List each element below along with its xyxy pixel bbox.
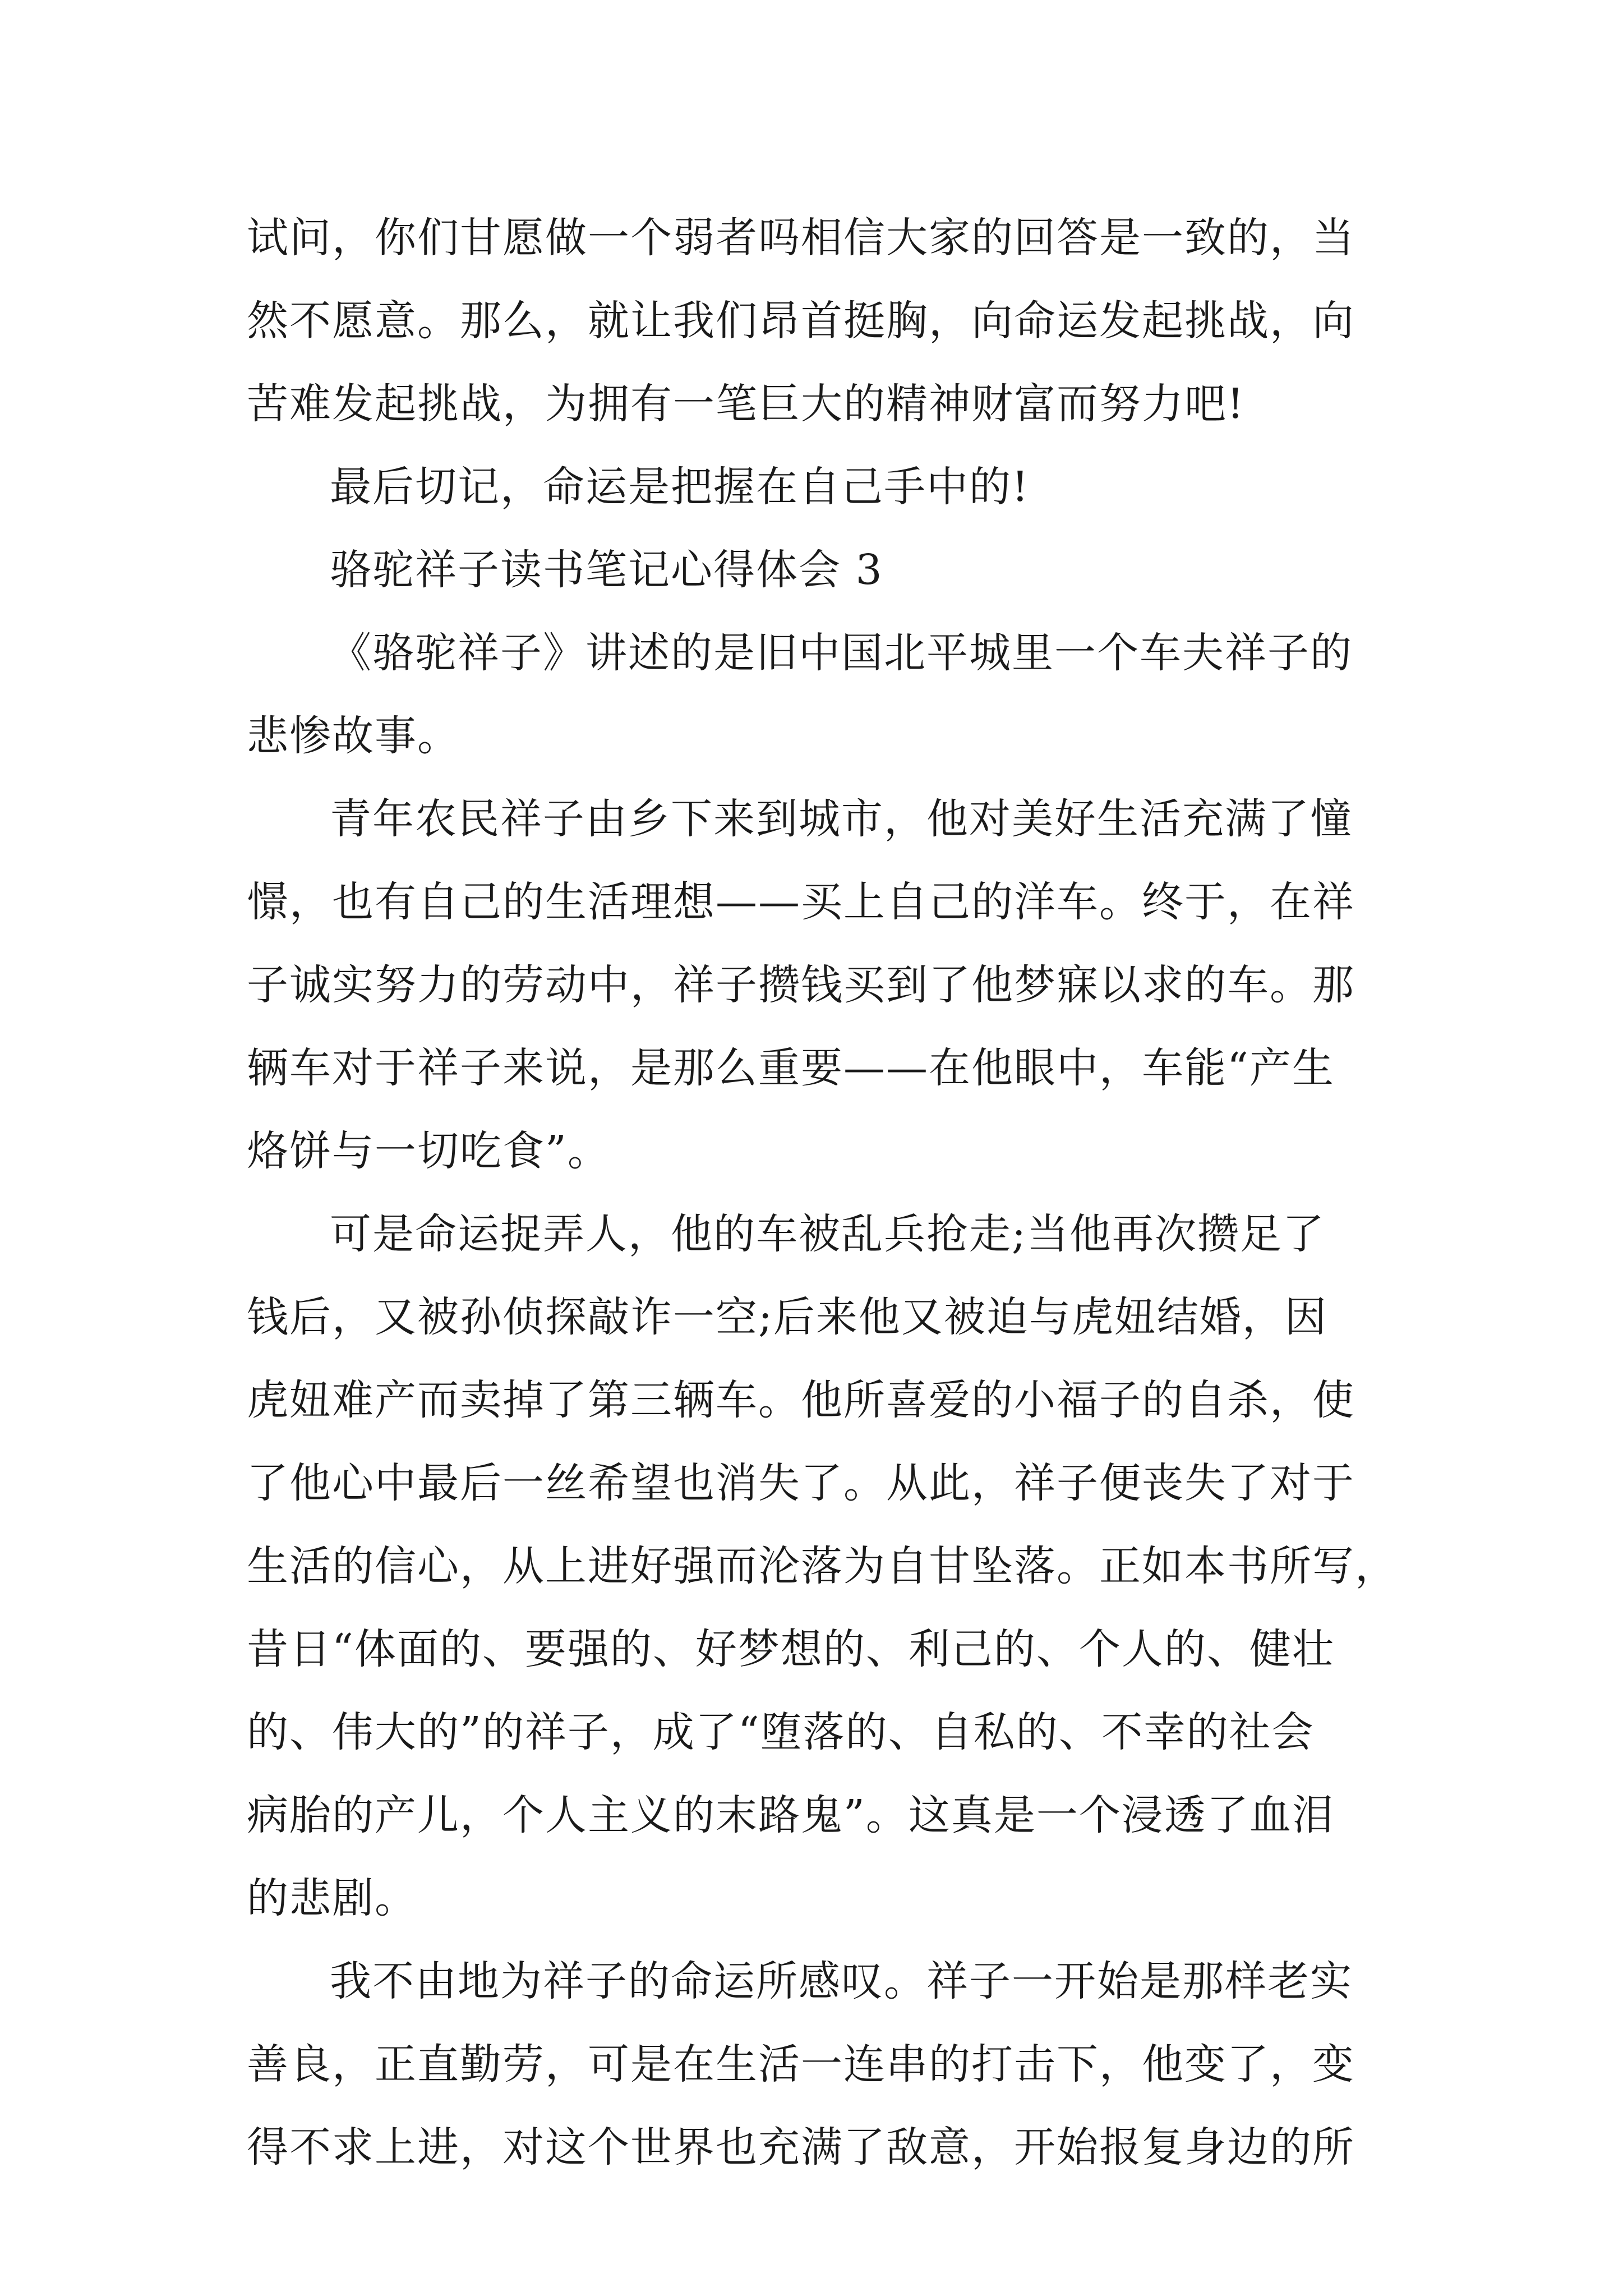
text-line: 烙饼与一切吃食”。	[247, 1127, 610, 1175]
text-line: 我不由地为祥子的命运所感叹。祥子一开始是那样老实	[330, 1957, 1353, 2005]
text-line: 善良，正直勤劳，可是在生活一连串的打击下，他变了，变	[247, 2040, 1355, 2088]
section-heading	[247, 528, 1385, 611]
paragraph	[247, 1193, 1398, 1940]
text-line: 《骆驼祥子》讲述的是旧中国北平城里一个车夫祥子的	[330, 629, 1353, 677]
text-line: 苦难发起挑战，为拥有一笔巨大的精神财富而努力吧!	[247, 380, 1245, 428]
text-line: 虎妞难产而卖掉了第三辆车。他所喜爱的小福子的自杀，使	[247, 1376, 1355, 1424]
text-line: 试问，你们甘愿做一个弱者吗相信大家的回答是一致的，当	[247, 214, 1355, 262]
text-line: 憬，也有自己的生活理想——买上自己的洋车。终于，在祥	[247, 878, 1355, 926]
text-line: 的悲剧。	[247, 1874, 417, 1922]
text-line: 青年农民祥子由乡下来到城市，他对美好生活充满了憧	[330, 795, 1353, 843]
document-body	[247, 196, 1398, 2189]
paragraph	[247, 1940, 1385, 2189]
text-line: 病胎的产儿，个人主义的末路鬼”。这真是一个浸透了血泪	[247, 1791, 1335, 1839]
text-line: 悲惨故事。	[247, 712, 460, 760]
text-line: 然不愿意。那么，就让我们昂首挺胸，向命运发起挑战，向	[247, 297, 1355, 345]
heading-line: 骆驼祥子读书笔记心得体会 3	[330, 546, 883, 594]
paragraph	[247, 777, 1385, 1193]
text-line: 子诚实努力的劳动中，祥子攒钱买到了他梦寐以求的车。那	[247, 961, 1355, 1009]
paragraph	[247, 445, 1385, 528]
paragraph	[247, 196, 1385, 445]
text-line: 昔日“体面的、要强的、好梦想的、利己的、个人的、健壮	[247, 1625, 1335, 1673]
text-line: 可是命运捉弄人，他的车被乱兵抢走;当他再次攒足了	[330, 1210, 1325, 1258]
text-line: 最后切记，命运是把握在自己手中的!	[330, 463, 1030, 511]
text-line: 了他心中最后一丝希望也消失了。从此，祥子便丧失了对于	[247, 1459, 1355, 1507]
text-line: 的、伟大的”的祥子，成了“堕落的、自私的、不幸的社会	[247, 1708, 1315, 1756]
text-line: 生活的信心，从上进好强而沦落为自甘坠落。正如本书所写，	[247, 1542, 1398, 1590]
text-line: 辆车对于祥子来说，是那么重要——在他眼中，车能“产生	[247, 1044, 1335, 1092]
text-line: 得不求上进，对这个世界也充满了敌意，开始报复身边的所	[247, 2123, 1355, 2171]
text-line: 钱后，又被孙侦探敲诈一空;后来他又被迫与虎妞结婚，因	[247, 1293, 1327, 1341]
paragraph	[247, 611, 1385, 777]
